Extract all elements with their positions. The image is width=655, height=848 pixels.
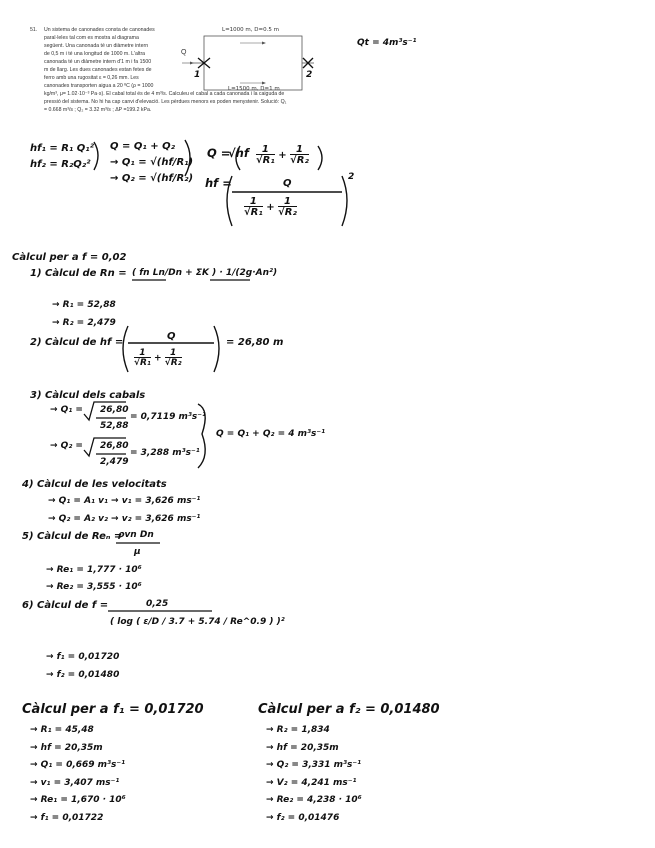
f1-line: → f₁ = 0,01720 <box>46 652 120 662</box>
re2-line: → Re₂ = 3,555 · 10⁶ <box>46 582 142 592</box>
numerator: 1 <box>139 348 146 358</box>
r1-value: → R₁ = 52,88 <box>52 300 116 310</box>
q1-equation: → Q₁ = √(hf/R₁) <box>110 157 194 168</box>
q1-sqrt-den: 52,88 <box>100 421 129 431</box>
q2-sqrt-num: 26,80 <box>100 441 129 451</box>
node-2-label: 2 <box>306 70 313 80</box>
problem-line: kg/m³, μ= 1.02·10⁻³ Pa·s). El cabal total és de 4 m³/s. Calculeu el cabal a cada canonada i la caiguda de <box>44 91 285 97</box>
hf-exponent: 2 <box>348 172 355 182</box>
sqrt-hf: √hf <box>228 146 249 160</box>
denominator: √R₂ <box>278 207 297 218</box>
problem-line: canonades transporten aigua a 20 ºC (ρ = 1000 <box>44 83 154 89</box>
f-denominator: ( log ( ε/D / 3.7 + 5.74 / Re^0.9 ) )² <box>110 617 285 627</box>
v1-line: → Q₁ = A₁ v₁ → v₁ = 3,626 ms⁻¹ <box>48 496 201 506</box>
f-numerator: 0,25 <box>146 599 169 609</box>
hf-lhs: hf = <box>205 176 232 190</box>
hf1-equation: hf₁ = R₁ Q₁² <box>30 143 95 154</box>
step-1-label: 1) Càlcul de Rn = <box>30 268 127 279</box>
right-column-title: Càlcul per a f₂ = 0,01480 <box>258 702 440 717</box>
pipe-top-label: L=1000 m, D=0.5 m <box>222 27 279 33</box>
denominator: √R₁ <box>134 358 151 368</box>
list-item: → R₁ = 45,48 <box>30 725 94 735</box>
list-item: → v₁ = 3,407 ms⁻¹ <box>30 777 120 788</box>
problem-line: m de llarg. Les dues canonades estan fetes de <box>44 67 152 73</box>
step-5-label: 5) Càlcul de Reₙ = <box>22 531 123 542</box>
r2-value: → R₂ = 2,479 <box>52 318 116 328</box>
problem-line: = 0.668 m³/s ; Q₂ = 3.32 m³/s ; ΔP =199.2 kPa. <box>44 107 152 113</box>
list-item: → f₂ = 0,01476 <box>266 812 340 823</box>
numerator: 1 <box>284 196 291 207</box>
denominator: √R₁ <box>256 155 275 166</box>
re1-line: → Re₁ = 1,777 · 10⁶ <box>46 565 142 575</box>
re-denominator: μ <box>134 547 141 557</box>
problem-line: ferro amb una rugositat ε = 0,26 mm. Les <box>44 75 139 81</box>
step-1-expression: ( fn Ln/Dn + ΣK ) · 1/(2g·An²) <box>132 268 278 278</box>
re-numerator: ρvn Dn <box>118 530 154 540</box>
step-2-numerator: Q <box>167 331 176 342</box>
q1-arrow: → Q₁ = <box>50 405 83 415</box>
denominator: √R₂ <box>290 155 309 166</box>
problem-line: paral·leles tal com es mostra al diagrama <box>44 35 139 41</box>
problem-line: de 0,5 m i té una longitud de 1000 m. L'altra <box>44 51 146 57</box>
v2-line: → Q₂ = A₂ v₂ → v₂ = 3,626 ms⁻¹ <box>48 514 201 524</box>
plus-sign: + <box>154 353 165 364</box>
denominator: √R₂ <box>164 358 182 368</box>
q2-arrow: → Q₂ = <box>50 441 83 451</box>
q-total: Q = Q₁ + Q₂ = 4 m³s⁻¹ <box>216 429 326 439</box>
list-item: → hf = 20,35m <box>266 742 339 753</box>
flow-q-label: Q <box>181 49 187 56</box>
step-2-denominator <box>134 348 182 368</box>
problem-line: Un sistema de canonades consta de canonades <box>44 27 155 33</box>
left-column-title: Càlcul per a f₁ = 0,01720 <box>22 702 204 717</box>
list-item: → R₂ = 1,834 <box>266 725 330 735</box>
denominator: √R₁ <box>244 207 263 218</box>
list-item: → Re₂ = 4,238 · 10⁶ <box>266 795 362 805</box>
numerator: 1 <box>296 144 303 155</box>
node-1-label: 1 <box>194 70 201 80</box>
inv-sqrt-r1 <box>256 144 309 166</box>
step-2-label: 2) Càlcul de hf = <box>30 337 124 348</box>
q2-equation: → Q₂ = √(hf/R₂) <box>110 173 194 184</box>
hf-numerator-q: Q <box>283 178 292 189</box>
step-2-result: = 26,80 m <box>226 337 284 348</box>
qt-note: Qt = 4m³s⁻¹ <box>357 38 417 48</box>
step-3-label: 3) Càlcul dels cabals <box>30 390 146 401</box>
hf2-equation: hf₂ = R₂Q₂² <box>30 159 91 170</box>
plus-sign: + <box>266 202 279 213</box>
calc-title: Càlcul per a f = 0,02 <box>12 252 127 263</box>
q1-result: = 0,7119 m³s⁻¹ <box>130 412 206 422</box>
left-column-rows <box>30 722 126 827</box>
list-item: → V₂ = 4,241 ms⁻¹ <box>266 777 357 788</box>
step-6-label: 6) Càlcul de f = <box>22 600 109 611</box>
list-item: → Q₂ = 3,331 m³s⁻¹ <box>266 760 362 770</box>
q-sum-equation: Q = Q₁ + Q₂ <box>110 141 175 152</box>
right-column-rows <box>266 722 362 827</box>
numerator: 1 <box>261 144 269 155</box>
q-lhs: Q = <box>207 146 231 160</box>
list-item: → f₁ = 0,01722 <box>30 812 104 823</box>
numerator: 1 <box>170 348 177 358</box>
problem-number: 51. <box>30 27 38 33</box>
plus-sign: + <box>278 150 291 161</box>
numerator: 1 <box>249 196 257 207</box>
pipe-bottom-label: L=1500 m, D=1 m <box>228 86 280 92</box>
hf-denominator <box>244 196 297 218</box>
problem-line: següent. Una canonada té un diàmetre intern <box>44 43 149 49</box>
problem-line: pressió del sistema. No hi ha cap canvi d'elevació. Les pèrdues menors es poden menystenir. Solució: Q₁ <box>44 99 287 105</box>
list-item: → Q₁ = 0,669 m³s⁻¹ <box>30 760 126 770</box>
problem-line: canonada té un diàmetre intern d'1 m i fa 1500 <box>44 59 152 65</box>
list-item: → hf = 20,35m <box>30 742 103 753</box>
step-4-label: 4) Càlcul de les velocitats <box>22 479 167 490</box>
q2-result: = 3,288 m³s⁻¹ <box>130 448 200 458</box>
f2-line: → f₂ = 0,01480 <box>46 670 120 680</box>
list-item: → Re₁ = 1,670 · 10⁶ <box>30 795 126 805</box>
q2-sqrt-den: 2,479 <box>100 457 129 467</box>
q1-sqrt-num: 26,80 <box>100 405 129 415</box>
